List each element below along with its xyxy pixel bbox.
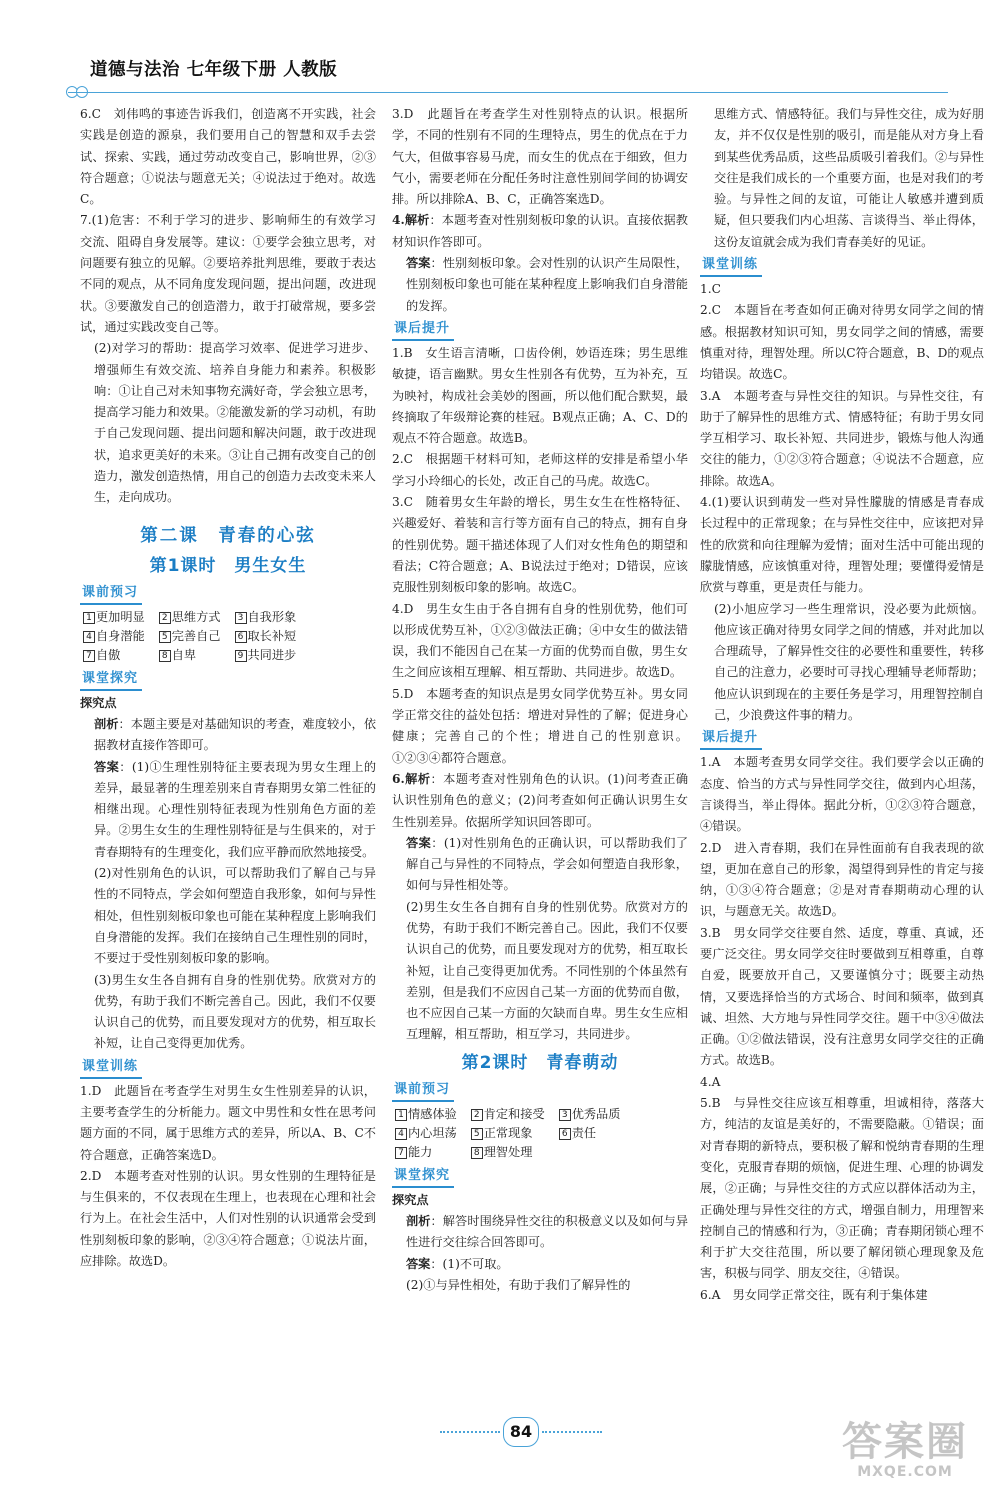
- preview-item: [235, 646, 311, 665]
- training2-2: 2.C 本题旨在考查如何正确对待男女同学之间的情感。根据教材知识可知，男女同学之间的情感，需要慎重对待，理智处理。所以C符合题意，B、D的观点均错误。故选C。: [700, 303, 984, 382]
- analysis: 剖析：本题主要是对基础知识的考查，难度较小，依据教材直接作答即可。: [94, 716, 377, 753]
- preview-text: 能力: [408, 1144, 433, 1159]
- preview-item: [159, 608, 235, 627]
- training-2: 2.D 本题考查对性别的认识。男女性别的生理特征是与生俱来的，不仅表现在生理上，也表现在心理和社会行为上。在社会生活中，人们对性别的认识通常会受到性别刻板印象的影响，②③④符合题意；①说法片面，应排除。故选D。: [80, 1168, 376, 1269]
- answer-7: 7.(1)危害：不利于学习的进步、影响师生的有效学习交流、阻碍自身发展等。建议：①要学会独立思考，对问题要有独立的见解。②要培养批判思维，要敢于表达不同的观点，从不同角度发现问题，提出问题，改进现状。③要激发自己的创造潜力，敢于打破常规，要多尝试，通过实践改变自己等。: [80, 213, 376, 334]
- column-2: [392, 104, 688, 1296]
- number-box-icon: 3: [559, 1109, 571, 1121]
- footer-dots-right: [542, 1431, 602, 1433]
- number-box-icon: 5: [159, 631, 171, 643]
- after-6-answer-2: (2)男生女生各自拥有自身的性别优势。欣赏对方的优势，有助于我们不断完善自己。因此，我们不仅要认识自己的优势，而且要发现对方的优势，相互取长补短，让自己变得更加优秀。不同性别的个体虽然有差别，但是我们不应因自己某一方面的优势而自傲，也不应因自己某一方面的欠缺而自卑。男生女生应相互理解，相互帮助，相互学习，共同进步。: [406, 899, 688, 1042]
- after-2: 2.C 根据题干材料可知，老师这样的安排是希望小华学习小玲细心的长处，改正自己的马虎。故选C。: [392, 452, 688, 488]
- preview-text: 内心坦荡: [408, 1125, 457, 1140]
- lesson-title: 第二课 青春的心弦: [140, 525, 316, 546]
- watermark: [842, 1420, 968, 1480]
- training2-4-2: (2)小旭应学习一些生理常识，没必要为此烦恼。他应该正确对待男女同学之间的情感，并对此加以合理疏导，了解异性交往的必要性和重要性，转移自己的注意力，必要时可寻找心理辅导老师帮助；他应认识到现在的主要任务是学习，用理智控制自己，少浪费这件事的精力。: [714, 601, 984, 723]
- after2-3: 3.B 男女同学交往要自然、适度，尊重、真诚，还要广泛交往。男女同学交往时要做到互相尊重，自尊自爱，既要放开自己，又要谨慎分寸；既要主动热情，又要选择恰当的方式场合、时间和频率，做到真诚、坦然、大方地与异性同学交往。题干中③④做法正确。①②做法错误，没有注意男女同学交往的正确方式。故选B。: [700, 925, 984, 1068]
- after2-1: 1.A 本题考查男女同学交往。我们要学会以正确的态度、恰当的方式与异性同学交往，做到内心坦荡，言谈得当，举止得体。据此分析，①②③符合题意，④错误。: [700, 755, 984, 834]
- watermark-logo: 答案圈: [842, 1419, 968, 1465]
- preview-text: 思维方式: [171, 609, 221, 624]
- answer-3: (3)男生女生各自拥有自身的性别优势。欣赏对方的优势，有助于我们不断完善自己。因此，我们不仅要认识自己的优势，而且要发现对方的优势，相互取长补短，让自己变得更加优秀。: [94, 972, 376, 1051]
- training2-1: 1.C: [700, 282, 721, 297]
- page-number: 84: [503, 1417, 539, 1447]
- preview-text: 自卑: [171, 647, 197, 662]
- column-1: [80, 104, 376, 1272]
- training2-4: 4.(1)要认识到萌发一些对异性朦胧的情感是青春成长过程中的正常现象；在与异性交往中，应该把对异性的欣赏和向往理解为爱情；面对生活中可能出现的朦胧情感，应该慎重对待，理智处理；要懂得爱情是欣赏与尊重，更是责任与能力。: [700, 495, 984, 595]
- preview-answers: [83, 608, 310, 665]
- header-rule: [68, 92, 948, 93]
- watermark-url: MXQE.COM: [857, 1464, 953, 1480]
- number-box-icon: 6: [559, 1128, 571, 1140]
- number-box-icon: 6: [235, 631, 247, 643]
- section-after-2: 课后提升: [700, 729, 762, 750]
- training-3: 3.D 此题旨在考查学生对性别特点的认识。根据所学，不同的性别有不同的生理特点，男生的优点在于力气大，但做事容易马虎，而女生的优点在于细致，但力气小，需要老师在分配任务时注意性别间学间的协调安排。所以排除A、B、C，正确答案选D。: [392, 107, 688, 207]
- preview-text: 正常现象: [483, 1125, 533, 1140]
- section-training-2: 课堂训练: [700, 256, 762, 277]
- preview-row: [395, 1124, 634, 1143]
- answer-2: (2)对性别角色的认识，可以帮助我们了解自己与异性的不同特点，学会如何塑造自我形象，如何与异性相处，但性别刻板印象也可能在某种程度上影响我们自身潜能的发挥。我们在接纳自己生理性别的同时，不要过于受性别刻板印象的影响。: [94, 866, 376, 966]
- preview-item: [395, 1143, 471, 1162]
- preview-text: 情感体验: [408, 1106, 457, 1121]
- preview-text: 完善自己: [171, 628, 221, 643]
- preview-text: 自身潜能: [96, 628, 145, 643]
- section-explore: 课堂探究: [80, 670, 142, 691]
- preview-item: [559, 1124, 635, 1143]
- after-3: 3.C 随着男女生年龄的增长，男生女生在性格特征、兴趣爱好、着装和言行等方面有自己的特点，拥有自身的性别优势。题干描述体现了人们对女性角色的期望和看法；C符合题意；A、B说法过于绝对；D错误，应该克服性别刻板印象的影响。故选C。: [392, 495, 688, 595]
- preview-item: [83, 627, 159, 646]
- preview-text: 理智处理: [483, 1144, 533, 1159]
- answer-2-2: (2)①与异性相处，有助于我们了解异性的: [406, 1277, 631, 1292]
- answer-6: 6.C 刘伟鸣的事迹告诉我们，创造离不开实践，社会实践是创造的源泉，我们要用自己的智慧和双手去尝试、探索、实践，通过劳动改变自己，影响世界，②③符合题意；①说法与题意无关；④说法过于绝对。故选C。: [80, 107, 376, 207]
- section-after: 课后提升: [392, 320, 454, 341]
- preview-item: [83, 646, 159, 665]
- number-box-icon: 4: [83, 631, 95, 643]
- preview-text: 更加明显: [96, 609, 145, 624]
- period-title-2: 第2课时 青春萌动: [461, 1052, 619, 1073]
- preview-text: 优秀品质: [571, 1106, 621, 1121]
- preview-item: [395, 1124, 471, 1143]
- preview-item: [83, 608, 159, 627]
- answer: 答案：(1)①生理性别特征主要表现为男女生理上的差异，最显著的生理差别来自青春期男女第二性征的相继出现。心理性别特征表现为性别角色方面的差异。②男生女生的生理性别特征是与生俱来的，对于青春期特有的生理变化，我们应平静而欣然地接受。: [94, 759, 377, 859]
- after2-5: 5.B 与异性交往应该互相尊重，坦诚相待，落落大方，纯洁的友谊是美好的，不需要隐蔽。①错误；面对青春期的新特点，要积极了解和悦纳青春期的生理变化，克服青春期的烦恼，促进生理、心理的协调发展，②正确；与异性交往的方式应以群体活动为主，正确处理与异性交往的方式，增强自制力，用理智来控制自己的情感和行为，③正确；青春期闭锁心理不利于扩大交往范围，所以要了解闭锁心理现象及危害，积极与同学、朋友交往，④错误。: [700, 1096, 984, 1281]
- explore-point: 探究点: [80, 695, 117, 710]
- page-header: [68, 52, 948, 102]
- number-box-icon: 4: [395, 1128, 407, 1140]
- preview-row: [83, 627, 310, 646]
- answer-2-2-cont: 思维方式、情感特征。我们与异性交往，成为好朋友，并不仅仅是性别的吸引，而是能从对方身上看到某些优秀品质，这些品质吸引着我们。②与异性交往是我们成长的一个重要方面，也是对我们的考验。与异性之间的友谊，可能让人敏感并遭到质疑，但只要我们内心坦荡、言谈得当、举止得体，这份友谊就会成为我们青春美好的见证。: [714, 107, 984, 249]
- after-6-answer: 答案：(1)对性别角色的正确认识，可以帮助我们了解自己与异性的不同特点，学会如何塑造自我形象，如何与异性相处等。: [406, 835, 689, 893]
- number-box-icon: 9: [235, 650, 247, 662]
- training-4-answer: 答案：性别刻板印象。会对性别的认识产生局限性，性别刻板印象也可能在某种程度上影响我们自身潜能的发挥。: [406, 256, 689, 313]
- training2-3: 3.A 本题考查与异性交往的知识。与异性交往，有助于了解异性的思维方式、情感特征；有助于男女同学互相学习、取长补短、共同进步，锻炼与他人沟通交往的能力，①②③符合题意；④说法不合题意，应排除。故选A。: [700, 388, 984, 488]
- number-box-icon: 7: [395, 1147, 407, 1159]
- page-footer: [440, 1415, 600, 1449]
- preview-item: [235, 608, 311, 627]
- answer-7-2: (2)对学习的帮助：提高学习效率、促进学习进步、增强师生有效交流、培养自身能力和素养。积极影响：①让自己对未知事物充满好奇，学会独立思考，提高学习能力和效果。②能激发新的学习动机，有助于自己发现问题、提出问题和解决问题，敢于改进现状，追求更美好的未来。③让自己拥有改变自己的创造力，激发创造热情，用自己的创造力去改变未来人生，走向成功。: [94, 341, 376, 505]
- preview-text: 自我形象: [247, 609, 297, 624]
- preview-answers-2: [395, 1105, 634, 1162]
- preview-text: 取长补短: [247, 628, 297, 643]
- book-title: 道德与法治 七年级下册 人教版: [90, 60, 338, 80]
- after-5: 5.D 本题考查的知识点是男女同学优势互补。男女同学正常交往的益处包括：增进对异性的了解；促进身心健康；完善自己的个性；增进自己的性别意识。①②③④都符合题意。: [392, 686, 688, 765]
- preview-row: [395, 1143, 634, 1162]
- number-box-icon: 1: [83, 612, 95, 624]
- section-preview: 课前预习: [80, 584, 142, 605]
- training-4: 4.解析：本题考查对性别刻板印象的认识。直接依据教材知识作答即可。: [392, 213, 688, 249]
- section-preview-2: 课前预习: [392, 1081, 454, 1102]
- column-3: [700, 104, 984, 1306]
- preview-text: 共同进步: [247, 647, 297, 662]
- preview-item: [471, 1105, 559, 1124]
- after2-2: 2.D 进入青春期，我们在异性面前有自我表现的欲望，更加在意自己的形象，渴望得到异性的肯定与接纳，①③④符合题意；②是对青春期萌动心理的认识，与题意无关。故选D。: [700, 840, 984, 919]
- preview-item: [395, 1105, 471, 1124]
- after-4: 4.D 男生女生由于各自拥有自身的性别优势，他们可以形成优势互补，①②③做法正确；④中女生的做法错误，我们不能因自己在某一方面的优势而自傲，男生女生之间应该相互理解、相互帮助、共同进步。故选D。: [392, 601, 688, 680]
- after-6: 6.解析：本题考查对性别角色的认识。(1)问考查正确认识性别角色的意义；(2)问考查如何正确认识男生女生性别差异。依据所学知识回答即可。: [392, 771, 689, 829]
- number-box-icon: 3: [235, 612, 247, 624]
- preview-row: [83, 608, 310, 627]
- number-box-icon: 8: [471, 1147, 483, 1159]
- preview-text: 责任: [571, 1125, 597, 1140]
- preview-item: [471, 1124, 559, 1143]
- preview-text: 自傲: [96, 647, 121, 662]
- number-box-icon: 2: [159, 612, 171, 624]
- preview-item: [159, 627, 235, 646]
- preview-row: [83, 646, 310, 665]
- after2-6: 6.A 男女同学正常交往，既有利于集体建: [700, 1287, 928, 1302]
- preview-item: [559, 1105, 635, 1124]
- period-title: 第1课时 男生女生: [149, 555, 307, 576]
- answer-2-1: 答案：(1)不可取。: [406, 1256, 509, 1271]
- preview-text: 肯定和接受: [483, 1106, 545, 1121]
- preview-item: [159, 646, 235, 665]
- number-box-icon: 7: [83, 650, 95, 662]
- training-1: 1.D 此题旨在考查学生对男生女生性别差异的认识，主要考查学生的分析能力。题文中男性和女性在思考问题方面的不同，属于思维方式的差异，所以A、B、C不符合题意，正确答案选D。: [80, 1083, 376, 1162]
- section-explore-2: 课堂探究: [392, 1167, 454, 1188]
- after-1: 1.B 女生语言清晰，口齿伶俐，妙语连珠；男生思维敏捷，语言幽默。男女生性别各有优势，互为补充，互为映衬，构成社会美妙的图画，所以他们配合默契，最终摘取了年级辩论赛的桂冠。B观点正确；A、C、D的观点不符合题意。故选B。: [392, 345, 688, 446]
- after2-4: 4.A: [700, 1074, 721, 1089]
- explore-point-2: 探究点: [392, 1192, 429, 1207]
- number-box-icon: 2: [471, 1109, 483, 1121]
- footer-dots-left: [440, 1431, 500, 1433]
- analysis-2: 剖析：解答时围绕异性交往的积极意义以及如何与异性进行交往综合回答即可。: [406, 1214, 689, 1250]
- number-box-icon: 1: [395, 1109, 407, 1121]
- number-box-icon: 8: [159, 650, 171, 662]
- preview-item: [471, 1143, 559, 1162]
- preview-row: [395, 1105, 634, 1124]
- preview-item: [235, 627, 311, 646]
- number-box-icon: 5: [471, 1128, 483, 1140]
- section-training: 课堂训练: [80, 1058, 142, 1079]
